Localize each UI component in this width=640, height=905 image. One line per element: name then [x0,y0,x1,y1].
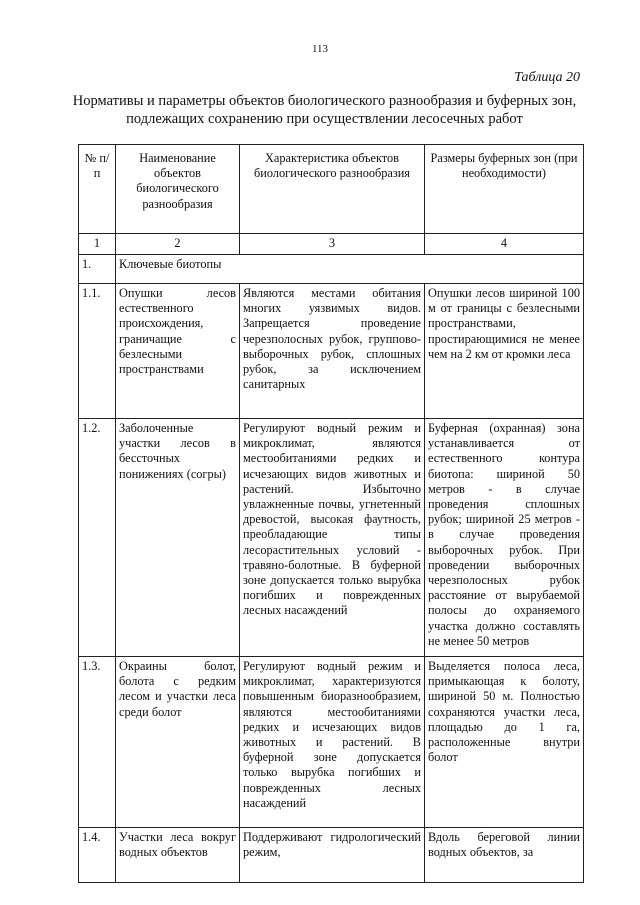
page-number: 113 [311,43,329,55]
col-number: 3 [240,234,425,255]
header-characteristic: Характеристика объектов биологического разнообразия [240,145,425,234]
biodiversity-table [78,144,584,883]
object-name: Опушки лесов естественного происхождения, граничащие с безлесными пространствами [116,284,240,419]
row-number: 1.2. [79,419,116,657]
table-label: Таблица 20 [514,70,580,85]
buffer-zone-size: Выделяется полоса леса, примыкающая к болоту, шириной 50 м. Полностью сохраняются участки леса, площадью до 1 га, расположенные внутри болот [425,657,584,828]
col-number: 4 [425,234,584,255]
section-number: 1. [79,255,116,284]
object-characteristic: Являются местами обитания многих уязвимых видов. Запрещается проведение черезполосных рубок, группово-выборочных рубок, сплошных рубок, за исключением санитарных [240,284,425,419]
section-name: Ключевые биотопы [116,255,584,284]
object-characteristic: Регулируют водный режим и микроклимат, являются местообитаниями редких и исчезающих видов животных и растений. Избыточно увлажненные почвы, угнетенный древостой, высокая фаутность, преобладающие типы лесорастительных условий - травяно-болотные. В буферной зоне допускается только вырубка погибших и поврежденных лесных насаждений [240,419,425,657]
header-buffer-size: Размеры буферных зон (при необходимости) [425,145,584,234]
header-name: Наименование объектов биологического разнообразия [116,145,240,234]
row-number: 1.3. [79,657,116,828]
table-header-row [79,145,584,234]
row-number: 1.1. [79,284,116,419]
object-name: Окраины болот, болота с редким лесом и участки леса среди болот [116,657,240,828]
object-name: Заболоченные участки лесов в бессточных понижениях (согры) [116,419,240,657]
object-name: Участки леса вокруг водных объектов [116,828,240,883]
buffer-zone-size: Опушки лесов шириной 100 м от границы с безлесными пространствами, простирающимися не менее чем на 2 км от кромки леса [425,284,584,419]
table-row [79,828,584,883]
buffer-zone-size: Вдоль береговой линии водных объектов, за [425,828,584,883]
table-row [79,419,584,657]
object-characteristic: Регулируют водный режим и микроклимат, характеризуются повышенным биоразнообразием, являются местообитаниями редких и исчезающих видов животных и растений. В буферной зоне допускается только вырубка погибших и поврежденных лесных насаждений [240,657,425,828]
col-number: 2 [116,234,240,255]
document-title: Нормативы и параметры объектов биологического разнообразия и буферных зон, подлежащих сохранению при осуществлении лесосечных работ [72,93,577,127]
column-number-row [79,234,584,255]
buffer-zone-size: Буферная (охранная) зона устанавливается от естественного контура биотопа: шириной 50 метров - в случае проведения сплошных рубок; шириной 25 метров - в случае проведения выборочных рубок. При проведении выборочных черезполосных рубок расстояние от вырубаемой полосы до охраняемого участка должно составлять не менее 50 метров [425,419,584,657]
object-characteristic: Поддерживают гидрологический режим, [240,828,425,883]
table-row [79,657,584,828]
table-row [79,284,584,419]
section-row [79,255,584,284]
row-number: 1.4. [79,828,116,883]
header-number: № п/п [79,145,116,234]
col-number: 1 [79,234,116,255]
